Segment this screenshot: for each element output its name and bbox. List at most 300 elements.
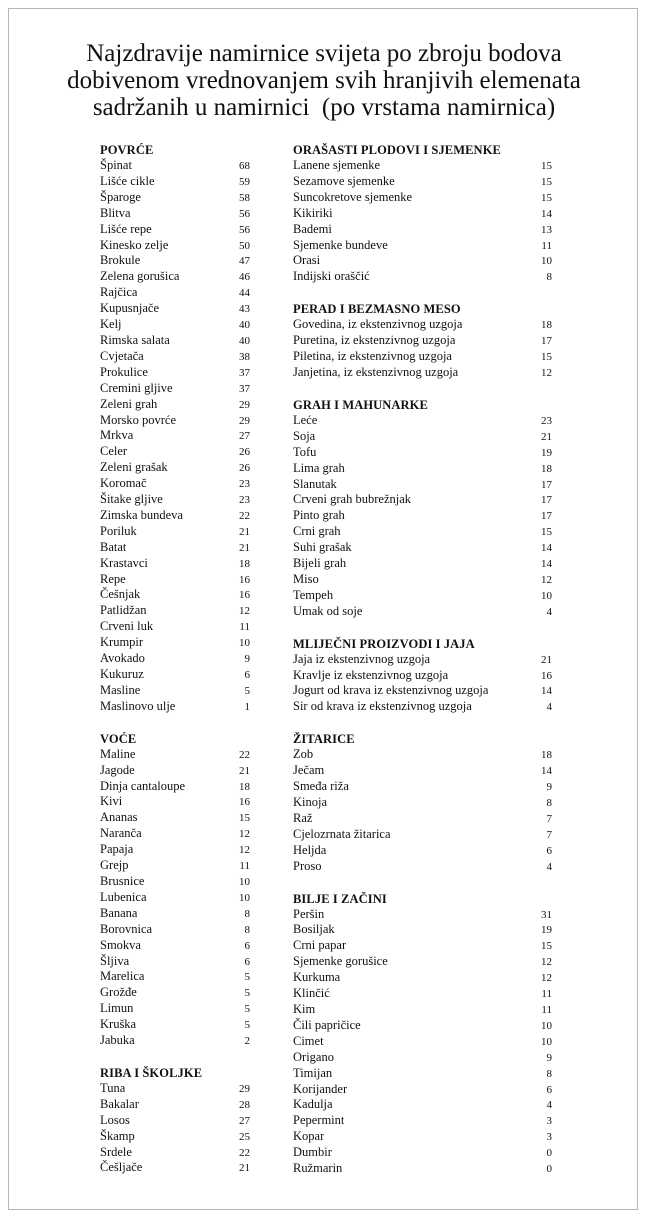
food-score: 15 xyxy=(541,175,552,188)
list-item xyxy=(100,476,250,492)
food-score: 18 xyxy=(239,780,250,793)
section-title: BILJE I ZAČINI xyxy=(293,891,387,906)
food-score: 8 xyxy=(546,797,552,809)
food-name: Krumpir xyxy=(100,635,144,650)
food-score: 12 xyxy=(541,366,552,379)
food-name: Heljda xyxy=(293,842,327,857)
food-score: 26 xyxy=(239,446,250,459)
list-item xyxy=(100,587,250,603)
list-item xyxy=(293,1002,552,1018)
title-line-3: sadržanih u namirnici (po vrstama namirnica) xyxy=(92,94,556,121)
list-item xyxy=(293,365,552,381)
list-item xyxy=(100,779,250,795)
food-score: 9 xyxy=(546,1051,552,1064)
food-name: Sjemenke gorušice xyxy=(293,954,388,969)
list-item xyxy=(100,413,250,429)
food-score: 10 xyxy=(239,637,250,650)
food-name: Puretina, iz ekstenzivnog uzgoja xyxy=(293,333,456,348)
food-score: 12 xyxy=(239,605,250,618)
food-score: 12 xyxy=(239,828,250,841)
food-score: 2 xyxy=(244,1035,250,1048)
food-score: 8 xyxy=(244,923,250,936)
food-name: Lubenica xyxy=(100,889,147,904)
list-item xyxy=(293,811,552,827)
food-name: Miso xyxy=(293,571,319,586)
list-item xyxy=(293,588,552,604)
food-score: 5 xyxy=(244,1019,250,1032)
food-name: Pepermint xyxy=(293,1113,345,1128)
food-name: Papaja xyxy=(100,842,134,857)
list-item xyxy=(293,843,552,859)
list-item xyxy=(293,795,552,811)
food-name: Sir od krava iz ekstenzivnog uzgoja xyxy=(293,699,472,714)
food-score: 8 xyxy=(244,907,250,920)
list-item xyxy=(100,906,250,922)
food-score: 17 xyxy=(541,335,552,348)
food-score: 21 xyxy=(239,1162,250,1175)
food-name: Blitva xyxy=(100,205,131,220)
food-name: Poriluk xyxy=(100,523,137,538)
list-item xyxy=(293,524,552,540)
list-item xyxy=(293,158,552,174)
list-item xyxy=(293,253,552,269)
food-score: 16 xyxy=(239,573,250,586)
food-score: 22 xyxy=(239,748,250,761)
list-item xyxy=(100,603,250,619)
food-score: 31 xyxy=(541,908,552,921)
food-name: Zeleni grah xyxy=(100,396,158,411)
list-item xyxy=(293,1066,552,1082)
list-item xyxy=(293,1097,552,1113)
food-name: Bakalar xyxy=(100,1096,139,1111)
food-name: Repe xyxy=(100,571,126,586)
food-name: Govedina, iz ekstenzivnog uzgoja xyxy=(293,317,463,332)
food-name: Bijeli grah xyxy=(293,556,347,571)
food-score: 18 xyxy=(541,749,552,762)
food-score: 46 xyxy=(239,271,250,284)
list-item xyxy=(100,922,250,938)
list-item xyxy=(293,763,552,779)
food-name: Srdele xyxy=(100,1144,132,1159)
list-item xyxy=(293,429,552,445)
food-name: Batat xyxy=(100,539,127,554)
food-name: Soja xyxy=(293,428,316,443)
list-item xyxy=(293,572,552,588)
food-name: Zob xyxy=(293,747,314,762)
list-item xyxy=(293,970,552,986)
food-score: 23 xyxy=(239,478,250,491)
food-score: 14 xyxy=(541,207,552,220)
list-item xyxy=(100,1129,250,1145)
list-item xyxy=(293,1082,552,1098)
food-score: 38 xyxy=(239,350,250,363)
food-name: Rajčica xyxy=(100,285,138,300)
food-name: Marelica xyxy=(100,969,145,984)
food-score: 29 xyxy=(239,414,250,427)
right-column xyxy=(293,142,552,1177)
food-name: Celer xyxy=(100,444,128,459)
food-name: Tofu xyxy=(293,444,317,459)
food-score: 40 xyxy=(239,334,250,347)
food-score: 6 xyxy=(244,939,250,952)
list-item xyxy=(100,858,250,874)
list-item xyxy=(293,683,552,699)
list-item xyxy=(100,397,250,413)
list-item xyxy=(293,859,552,875)
food-name: Origano xyxy=(293,1049,334,1064)
list-item xyxy=(100,206,250,222)
list-item xyxy=(100,699,250,715)
list-item xyxy=(100,826,250,842)
list-item xyxy=(100,428,250,444)
list-item xyxy=(100,651,250,667)
food-name: Borovnica xyxy=(100,921,153,936)
list-item xyxy=(293,540,552,556)
food-score: 10 xyxy=(541,1035,552,1048)
food-name: Jagode xyxy=(100,762,135,777)
list-item xyxy=(100,333,250,349)
title-line-1: Najzdravije namirnice svijeta po zbroju bodova xyxy=(86,40,562,67)
list-item xyxy=(293,461,552,477)
food-score: 10 xyxy=(541,255,552,268)
list-item xyxy=(100,508,250,524)
food-name: Avokado xyxy=(100,651,145,666)
food-score: 8 xyxy=(546,1067,552,1080)
food-score: 15 xyxy=(541,940,552,953)
food-name: Kurkuma xyxy=(293,970,341,985)
list-item xyxy=(293,477,552,493)
food-name: Kopar xyxy=(293,1129,325,1144)
list-item xyxy=(293,333,552,349)
food-name: Prokulice xyxy=(100,364,148,379)
food-score: 21 xyxy=(239,525,250,538)
list-item xyxy=(293,445,552,461)
food-score: 13 xyxy=(541,223,552,236)
list-item xyxy=(100,540,250,556)
food-score: 22 xyxy=(239,509,250,522)
food-score: 5 xyxy=(244,684,250,697)
list-item xyxy=(100,444,250,460)
food-name: Limun xyxy=(100,1001,134,1016)
list-item xyxy=(293,1129,552,1145)
food-score: 22 xyxy=(239,1146,250,1159)
food-score: 12 xyxy=(541,972,552,985)
food-score: 68 xyxy=(239,160,250,172)
list-item xyxy=(293,699,552,715)
list-item xyxy=(100,572,250,588)
list-item xyxy=(100,810,250,826)
food-name: Krastavci xyxy=(100,555,148,570)
list-item xyxy=(100,794,250,810)
food-score: 3 xyxy=(546,1115,552,1128)
food-score: 1 xyxy=(244,700,250,713)
food-name: Češnjak xyxy=(100,587,141,602)
food-name: Mrkva xyxy=(100,428,134,443)
food-name: Koromač xyxy=(100,476,147,491)
food-name: Kelj xyxy=(100,317,122,332)
food-score: 4 xyxy=(546,1099,552,1112)
list-item xyxy=(293,747,552,763)
food-name: Proso xyxy=(293,858,322,873)
food-score: 19 xyxy=(541,446,552,459)
food-score: 23 xyxy=(541,414,552,427)
section-title: RIBA I ŠKOLJKE xyxy=(100,1065,203,1080)
page-title xyxy=(8,40,640,121)
list-item xyxy=(100,619,250,635)
list-item xyxy=(293,492,552,508)
food-score: 6 xyxy=(546,844,552,857)
food-score: 37 xyxy=(239,382,250,395)
food-score: 43 xyxy=(239,303,250,316)
list-item xyxy=(100,174,250,190)
food-name: Tempeh xyxy=(293,587,334,602)
left-column xyxy=(100,142,250,1176)
food-name: Umak od soje xyxy=(293,603,363,618)
food-score: 6 xyxy=(244,955,250,968)
list-item xyxy=(293,668,552,684)
food-score: 16 xyxy=(239,796,250,809)
list-item xyxy=(293,174,552,190)
food-name: Crveni grah bubrežnjak xyxy=(293,492,412,507)
section-title: MLIJEČNI PROIZVODI I JAJA xyxy=(293,636,475,651)
food-score: 12 xyxy=(239,844,250,857)
list-item xyxy=(293,1050,552,1066)
list-item xyxy=(100,842,250,858)
food-name: Korijander xyxy=(293,1081,348,1096)
list-item xyxy=(100,667,250,683)
food-name: Raž xyxy=(293,810,313,825)
section-title: ORAŠASTI PLODOVI I SJEMENKE xyxy=(293,143,501,157)
list-item xyxy=(293,1145,552,1161)
list-item xyxy=(100,763,250,779)
food-score: 0 xyxy=(546,1147,552,1160)
list-item xyxy=(100,317,250,333)
list-item xyxy=(100,1017,250,1033)
food-score: 17 xyxy=(541,478,552,491)
list-item xyxy=(100,349,250,365)
list-item xyxy=(100,460,250,476)
list-item xyxy=(100,890,250,906)
food-name: Maline xyxy=(100,746,136,761)
food-score: 5 xyxy=(244,1003,250,1016)
list-item xyxy=(293,1161,552,1177)
section-perad-i-bezmasno-meso xyxy=(293,301,552,381)
food-score: 14 xyxy=(541,558,552,571)
section-title: POVRĆE xyxy=(100,143,154,157)
food-score: 17 xyxy=(541,510,552,523)
section-riba-i-skoljke xyxy=(100,1065,250,1176)
food-score: 15 xyxy=(541,191,552,204)
food-name: Cjelozrnata žitarica xyxy=(293,826,391,841)
food-score: 14 xyxy=(541,765,552,778)
list-item xyxy=(293,206,552,222)
food-score: 21 xyxy=(541,430,552,443)
food-score: 25 xyxy=(239,1130,250,1143)
food-score: 15 xyxy=(541,160,552,172)
food-name: Zeleni grašak xyxy=(100,460,168,475)
food-score: 56 xyxy=(239,223,250,236)
food-name: Morsko povrće xyxy=(100,412,177,427)
food-score: 4 xyxy=(546,860,552,873)
list-item xyxy=(100,874,250,890)
food-name: Šljiva xyxy=(100,953,130,968)
list-item xyxy=(100,222,250,238)
food-name: Lanene sjemenke xyxy=(293,158,381,172)
list-item xyxy=(293,907,552,923)
food-name: Smeđa riža xyxy=(293,779,349,794)
list-item xyxy=(100,190,250,206)
section-orasasti-plodovi-i-sjemenke xyxy=(293,142,552,285)
list-item xyxy=(100,1097,250,1113)
food-score: 26 xyxy=(239,462,250,475)
food-name: Piletina, iz ekstenzivnog uzgoja xyxy=(293,349,452,364)
food-name: Klinčić xyxy=(293,986,330,1001)
list-item xyxy=(293,413,552,429)
food-score: 11 xyxy=(541,988,552,1001)
food-score: 14 xyxy=(541,685,552,698)
food-score: 7 xyxy=(546,828,552,841)
food-name: Zelena gorušica xyxy=(100,269,180,284)
food-score: 29 xyxy=(239,398,250,411)
list-item xyxy=(293,190,552,206)
food-name: Sezamove sjemenke xyxy=(293,173,395,188)
food-name: Patlidžan xyxy=(100,603,147,618)
list-item xyxy=(293,986,552,1002)
food-name: Suncokretove sjemenke xyxy=(293,189,413,204)
food-name: Slanutak xyxy=(293,476,337,491)
list-item xyxy=(293,1113,552,1129)
food-name: Timijan xyxy=(293,1065,333,1080)
food-name: Rimska salata xyxy=(100,332,170,347)
section-voce xyxy=(100,731,250,1049)
list-item xyxy=(293,508,552,524)
food-name: Špinat xyxy=(100,158,132,172)
list-item xyxy=(100,524,250,540)
food-score: 12 xyxy=(541,956,552,969)
food-score: 5 xyxy=(244,971,250,984)
list-item xyxy=(100,365,250,381)
food-score: 18 xyxy=(541,319,552,332)
food-score: 5 xyxy=(244,987,250,1000)
food-score: 40 xyxy=(239,319,250,332)
food-score: 28 xyxy=(239,1098,250,1111)
section-title: ŽITARICE xyxy=(293,732,355,747)
list-item xyxy=(100,1113,250,1129)
food-name: Kim xyxy=(293,1001,316,1016)
list-item xyxy=(293,349,552,365)
food-score: 3 xyxy=(546,1131,552,1144)
food-name: Jogurt od krava iz ekstenzivnog uzgoja xyxy=(293,683,489,698)
food-score: 11 xyxy=(541,239,552,252)
food-name: Šparoge xyxy=(100,189,141,204)
food-name: Losos xyxy=(100,1112,130,1127)
food-score: 19 xyxy=(541,924,552,937)
list-item xyxy=(100,381,250,397)
food-score: 4 xyxy=(546,701,552,714)
food-name: Ananas xyxy=(100,810,138,825)
food-score: 21 xyxy=(239,764,250,777)
food-name: Kruška xyxy=(100,1017,137,1032)
list-item xyxy=(293,1018,552,1034)
section-title: PERAD I BEZMASNO MESO xyxy=(293,302,461,317)
food-score: 37 xyxy=(239,366,250,379)
food-name: Kravlje iz ekstenzivnog uzgoja xyxy=(293,667,449,682)
list-item xyxy=(293,922,552,938)
food-name: Bademi xyxy=(293,221,332,236)
food-score: 10 xyxy=(239,891,250,904)
food-score: 58 xyxy=(239,191,250,204)
list-item xyxy=(293,938,552,954)
food-name: Dumbir xyxy=(293,1145,332,1160)
food-score: 15 xyxy=(541,351,552,364)
list-item xyxy=(293,317,552,333)
list-item xyxy=(100,1145,250,1161)
food-score: 14 xyxy=(541,542,552,555)
food-score: 50 xyxy=(239,239,250,252)
food-score: 16 xyxy=(239,589,250,602)
food-name: Kukuruz xyxy=(100,667,144,681)
food-score: 4 xyxy=(546,605,552,618)
food-name: Zimska bundeva xyxy=(100,507,183,522)
food-name: Brusnice xyxy=(100,873,145,888)
list-item xyxy=(293,652,552,668)
food-score: 10 xyxy=(239,875,250,888)
list-item xyxy=(100,238,250,254)
food-name: Peršin xyxy=(293,906,325,921)
section-bilje-i-zacini xyxy=(293,891,552,1177)
list-item xyxy=(100,301,250,317)
food-score: 47 xyxy=(239,255,250,268)
food-score: 12 xyxy=(541,573,552,586)
list-item xyxy=(100,158,250,174)
section-mlijecni-proizvodi-i-jaja xyxy=(293,636,552,716)
food-score: 9 xyxy=(546,781,552,794)
food-name: Kinesko zelje xyxy=(100,237,169,252)
food-name: Naranča xyxy=(100,826,142,841)
food-score: 44 xyxy=(239,287,250,300)
section-title: VOĆE xyxy=(100,731,137,746)
food-name: Pinto grah xyxy=(293,508,345,523)
section-title: GRAH I MAHUNARKE xyxy=(293,397,428,412)
list-item xyxy=(100,285,250,301)
food-name: Cimet xyxy=(293,1033,324,1048)
food-name: Škamp xyxy=(100,1128,135,1143)
food-score: 21 xyxy=(239,541,250,554)
food-name: Lišće cikle xyxy=(100,173,155,188)
food-score: 18 xyxy=(541,462,552,475)
list-item xyxy=(100,954,250,970)
food-score: 0 xyxy=(546,1163,552,1176)
food-score: 15 xyxy=(541,526,552,539)
food-name: Janjetina, iz ekstenzivnog uzgoja xyxy=(293,364,459,379)
list-item xyxy=(100,683,250,699)
food-name: Jaja iz ekstenzivnog uzgoja xyxy=(293,651,431,666)
section-povrce xyxy=(100,142,250,715)
food-name: Leće xyxy=(293,412,318,427)
food-name: Ružmarin xyxy=(293,1161,343,1176)
food-name: Lišće repe xyxy=(100,221,152,236)
list-item xyxy=(293,238,552,254)
food-score: 6 xyxy=(244,669,250,681)
food-name: Češljače xyxy=(100,1160,143,1175)
food-score: 11 xyxy=(239,860,250,873)
food-name: Bosiljak xyxy=(293,922,335,937)
food-name: Orasi xyxy=(293,253,321,268)
food-name: Indijski oraščić xyxy=(293,269,370,284)
food-score: 8 xyxy=(546,271,552,284)
food-score: 27 xyxy=(239,1114,250,1127)
food-name: Banana xyxy=(100,905,138,920)
